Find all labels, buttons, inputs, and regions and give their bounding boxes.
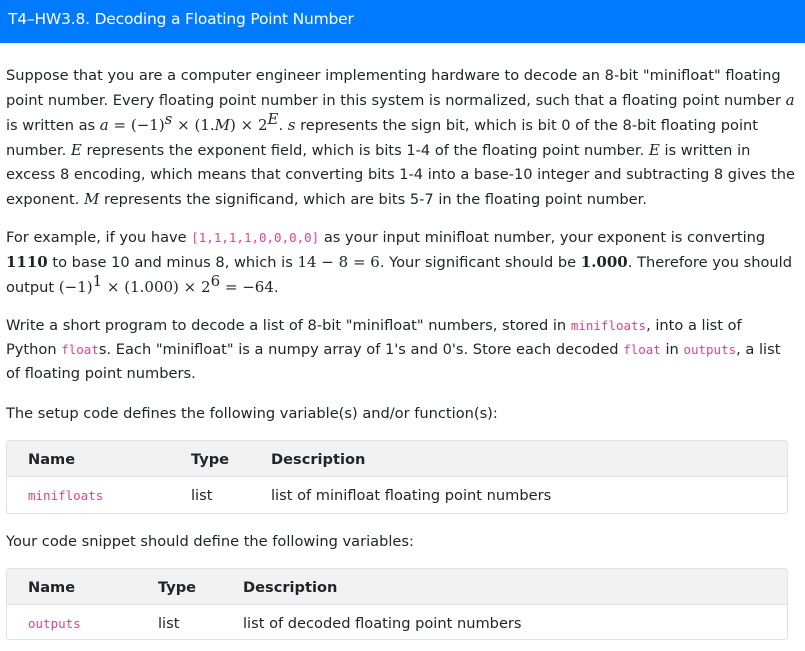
code-outputs: outputs	[683, 342, 737, 357]
column-header-name: Name	[28, 579, 76, 596]
column-header-description: Description	[243, 579, 338, 596]
variable-type: list	[191, 487, 213, 504]
code-float: float	[623, 342, 661, 357]
intro-paragraph: Suppose that you are a computer engineer implementing hardware to decode an 8-bit "minifloat" floating point number. Every floating point number in this system is normalized, such that a floating point number a is written as $a = (-1)^s \times (1.M) \times 2^E$. s represents the sign bit, which is bit 0 of the 8-bit floating point number. E represents the exponent field, which is bits 1-4 of the floating point number. E is written in excess 8 encoding, which means that converting bits 1-4 into a base-10 integer and subtracting 8 gives the exponent. M represents the significand, which are bits 5-7 in the floating point number.	[6, 67, 795, 208]
formula: $a = (-1)^s \times (1.M) \times 2^E$	[99, 110, 279, 134]
output-variables-table	[6, 568, 788, 640]
table-header	[7, 569, 787, 605]
variable-description: list of decoded floating point numbers	[243, 615, 522, 632]
output-intro: Your code snippet should define the following variables:	[6, 533, 414, 550]
variable-name: minifloats	[28, 488, 104, 503]
column-header-name: Name	[28, 451, 76, 468]
question-title-bar	[0, 0, 805, 43]
column-header-description: Description	[271, 451, 366, 468]
column-header-type: Type	[158, 579, 197, 596]
question-title: T4–HW3.8. Decoding a Floating Point Number	[8, 10, 354, 28]
setup-intro: The setup code defines the following variable(s) and/or function(s):	[6, 405, 498, 422]
example-output-formula: $(-1)^1 \times (1.000) \times 2^6 = -64$	[58, 272, 274, 296]
variable-name: outputs	[28, 616, 81, 631]
example-input-code: [1,1,1,1,0,0,0,0]	[191, 230, 320, 245]
code-float: float	[61, 342, 99, 357]
table-header	[7, 441, 787, 477]
example-paragraph: For example, if you have [1,1,1,1,0,0,0,0] as your input minifloat number, your exponent is converting 1110 to base 10 and minus 8, which is 14 − 8 = 6. Your significant should be 1.000. Therefore you should output $(-1)^1 \times (1.000) \times 2^6 = -64$.	[6, 229, 792, 296]
code-minifloats: minifloats	[570, 318, 647, 333]
variable-description: list of minifloat floating point numbers	[271, 487, 552, 504]
task-paragraph: Write a short program to decode a list of 8-bit "minifloat" numbers, stored in minifloats, into a list of Python floats. Each "minifloat" is a numpy array of 1's and 0's. Store each decoded float in outputs, a list of floating point numbers.	[6, 317, 781, 382]
column-header-type: Type	[191, 451, 230, 468]
setup-variables-table	[6, 440, 788, 514]
variable-type: list	[158, 615, 180, 632]
